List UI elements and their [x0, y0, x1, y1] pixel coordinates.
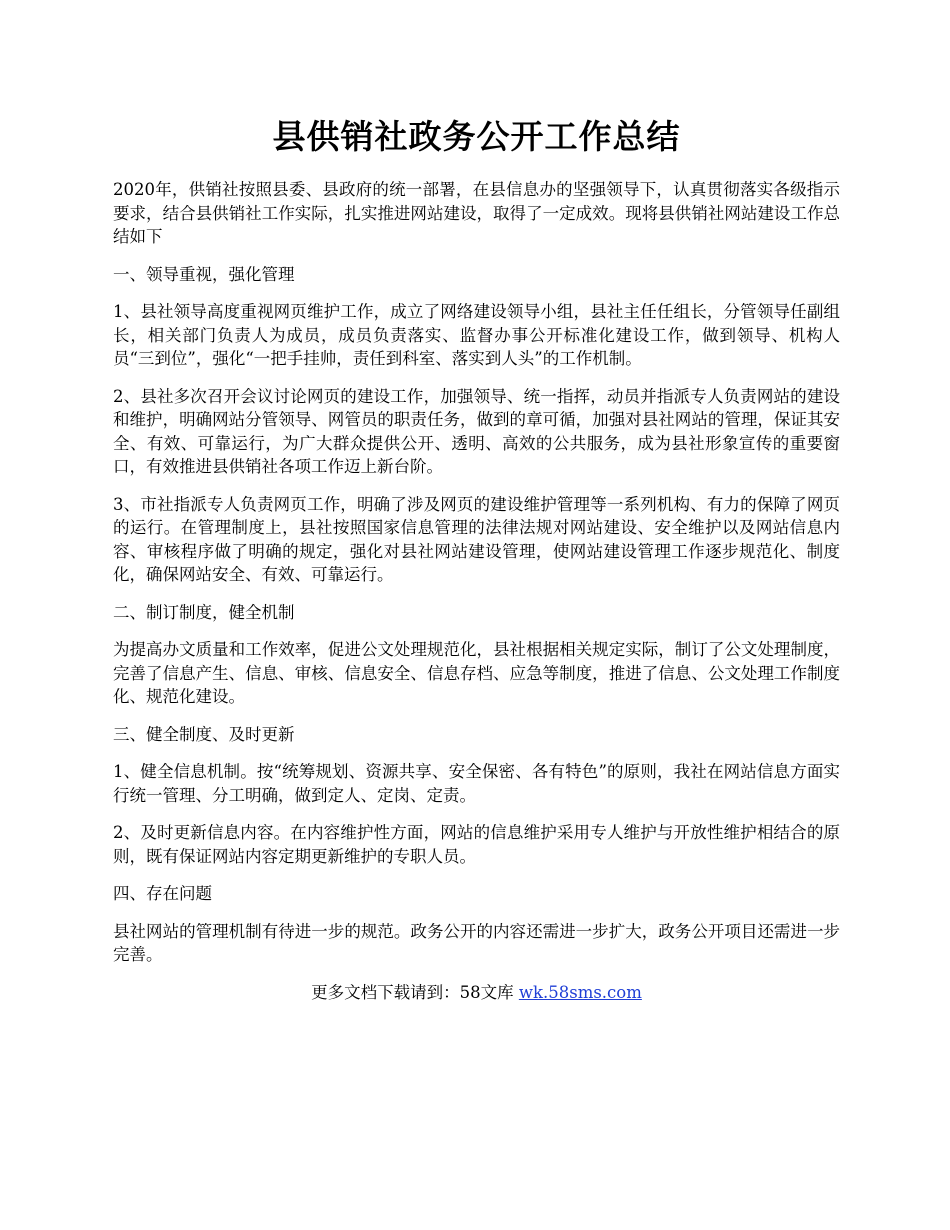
- document-page: [113, 112, 840, 1004]
- section-3-paragraph-1: 1、健全信息机制。按“统筹规划、资源共享、安全保密、各有特色”的原则，我社在网站信息方面实行统一管理、分工明确，做到定人、定岗、定责。: [113, 762, 840, 805]
- section-1-paragraph-1: 1、县社领导高度重视网页维护工作，成立了网络建设领导小组，县社主任任组长，分管领导任副组长，相关部门负责人为成员，成员负责落实、监督办事公开标准化建设工作，做到领导、机构人员“三到位”，强化“一把手挂帅，责任到科室、落实到人头”的工作机制。: [113, 302, 840, 368]
- section-4-heading: 四、存在问题: [113, 884, 212, 903]
- section-3-heading: 三、健全制度、及时更新: [113, 724, 295, 744]
- section-3-paragraph-2: 2、及时更新信息内容。在内容维护性方面，网站的信息维护采用专人维护与开放性维护相结合的原则，既有保证网站内容定期更新维护的专职人员。: [113, 823, 840, 866]
- footer-link[interactable]: wk.58sms.com: [518, 982, 642, 1002]
- section-1-paragraph-3: 3、市社指派专人负责网页工作，明确了涉及网页的建设维护管理等一系列机构、有力的保障了网页的运行。在管理制度上，县社按照国家信息管理的法律法规对网站建设、安全维护以及网站信息内容、审核程序做了明确的规定，强化对县社网站建设管理，使网站建设管理工作逐步规范化、制度化，确保网站安全、有效、可靠运行。: [113, 494, 840, 584]
- section-1-paragraph-2: 2、县社多次召开会议讨论网页的建设工作，加强领导、统一指挥，动员并指派专人负责网站的建设和维护，明确网站分管领导、网管员的职责任务，做到的章可循，加强对县社网站的管理，保证其安全、有效、可靠运行，为广大群众提供公开、透明、高效的公共服务，成为县社形象宣传的重要窗口，有效推进县供销社各项工作迈上新台阶。: [113, 386, 840, 476]
- document-title: 县供销社政务公开工作总结: [272, 117, 681, 156]
- intro-paragraph: 2020年，供销社按照县委、县政府的统一部署，在县信息办的坚强领导下，认真贯彻落实各级指示要求，结合县供销社工作实际，扎实推进网站建设，取得了一定成效。现将县供销社网站建设工作总结如下: [113, 180, 840, 246]
- section-1-heading: 一、领导重视，强化管理: [113, 264, 295, 284]
- download-footer: [113, 981, 840, 1005]
- footer-text: 更多文档下载请到：58文库: [311, 982, 514, 1002]
- section-2-heading: 二、制订制度，健全机制: [113, 602, 295, 622]
- section-4-paragraph-1: 县社网站的管理机制有待进一步的规范。政务公开的内容还需进一步扩大，政务公开项目还需进一步完善。: [113, 921, 840, 964]
- section-2-paragraph-1: 为提高办文质量和工作效率，促进公文处理规范化，县社根据相关规定实际，制订了公文处理制度，完善了信息产生、信息、审核、信息安全、信息存档、应急等制度，推进了信息、公文处理工作制度化、规范化建设。: [113, 640, 840, 706]
